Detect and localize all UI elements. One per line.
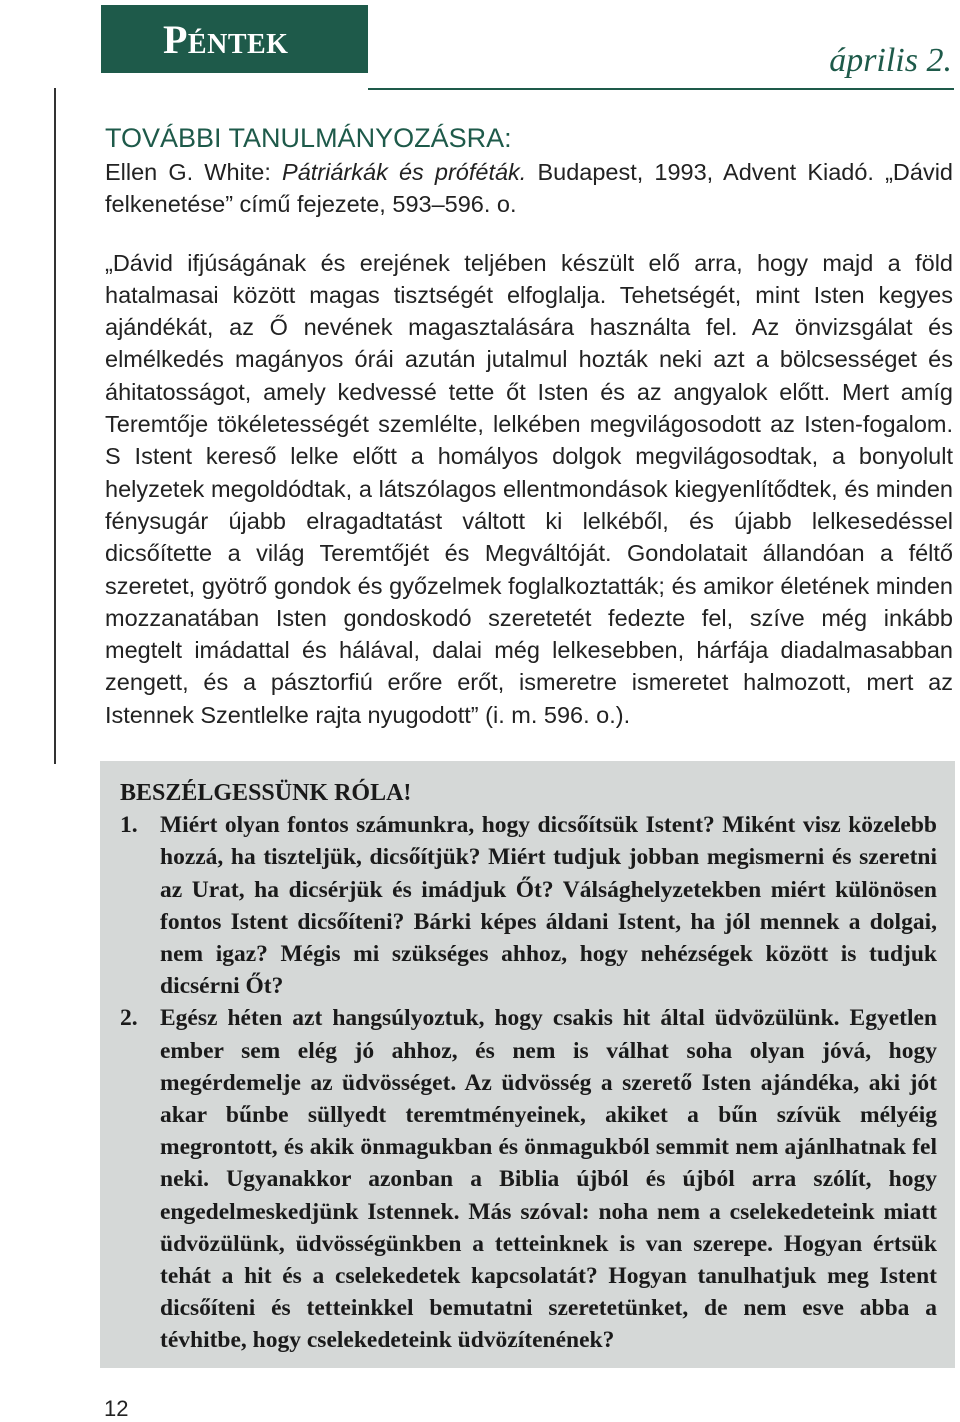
question-text: Egész héten azt hangsúlyoztuk, hogy csakis hit által üdvözülünk. Egyetlen ember sem elég jó ahhoz, és nem is válhat soha olyan jóvá, hogy megérdemelje az üdvösséget. Az üdvösség a szerető Isten ajándéka, aki jót akar bűnbe süllyedt teremtményeinek, akiket a bűn szívük mélyéig megrontott, és akik önmagukban és önmagukból semmit nem ajánlhatnak fel neki. Ugyanakkor azonban a Biblia újból és újból arra szólít, hogy engedelmeskedjünk Istennek. Más szóval: noha nem a cselekedeteink miatt üdvözülünk, üdvösségünkben a tetteinknek is van szerepe. Hogyan értsük tehát a hit és a cselekedetek kapcsolatát? Hogyan tanulhatjuk meg Istent dicsőíteni és tetteinkkel bemutatni szeretetünket, de nem esve abba a tévhitbe, hogy cselekedeteink üdvözítenének? [160,1005,937,1354]
reference-prefix: Ellen G. White: [105,159,283,185]
question-number: 2. [120,1005,138,1032]
reference-title: Pátriárkák és próféták. [282,159,527,185]
day-banner [101,5,368,73]
further-study-heading: TOVÁBBI TANULMÁNYOZÁSRA: [105,123,512,153]
discussion-title: BESZÉLGESSÜNK RÓLA! [120,780,412,806]
question-item [120,1002,937,1356]
question-item [120,809,937,1002]
discussion-box [100,761,955,1368]
header-rule [368,88,954,90]
day-title: Péntek [163,16,289,62]
page-number: 12 [104,1396,129,1421]
quote-paragraph: „Dávid ifjúságának és erejének teljében készült elő arra, hogy majd a föld hatalmasai között magas tisztségét elfoglalja. Tehetségét, mint Isten kegyes ajándékát, az Ő nevének magasztalására használta fel. Az önvizsgálat és elmélkedés magányos órái azután jutalmul hozták neki azt a bölcsességet és áhitatosságot, amely kedvessé tette őt Isten és az angyalok előtt. Mert amíg Teremtője tökéletességét szemlélte, lelkében megvilágosodott az Isten-fogalom. S Istent kereső lelke előtt a homályos dolgok megvilágosodtak, a bonyolult helyzetek megoldódtak, a látszólagos ellentmondások kiegyenlítődtek, és minden fénysugár újabb elragadtatást váltott ki lelkéből, és újabb lelkesedéssel dicsőítette a világ Teremtőjét és Megváltóját. Gondolatait állandóan a féltő szeretet, gyötrő gondok és győzelmek foglalkoztatták; és amikor életének minden mozzanatában Isten gondoskodó szeretetét fedezte fel, szíve még inkább megtelt imádattal és hálával, dalai még lelkesebben, hárfája diadalmasabban zengett, és a pásztorfiú erőre erőt, ismeretre ismeretet halmozott, mert az Istennek Szentlelke rajta nyugodott” (i. m. 596. o.). [105,249,953,728]
side-rule [54,88,56,764]
main-content [105,120,953,731]
date-label: április 2. [829,42,952,79]
question-list [120,809,937,1356]
reference-paragraph [105,156,953,221]
question-text: Miért olyan fontos számunkra, hogy dicsőítsük Istent? Miként visz közelebb hozzá, ha tiszteljük, dicsőítjük? Miért tudjuk jobban megismerni és szeretni az Urat, ha dicsérjük és imádjuk Őt? Válsághelyzetekben miért különösen fontos Istent dicsőíteni? Bárki képes áldani Istent, ha jól mennek a dolgai, nem igaz? Mégis mi szükséges ahhoz, hogy nehézségek között is tudjuk dicsérni Őt? [160,812,937,1000]
reference-suffix: Budapest, 1993, Advent Kiadó. „Dávid felkenetése” című fejezete, 593–596. o. [105,159,953,218]
question-number: 1. [120,812,138,839]
